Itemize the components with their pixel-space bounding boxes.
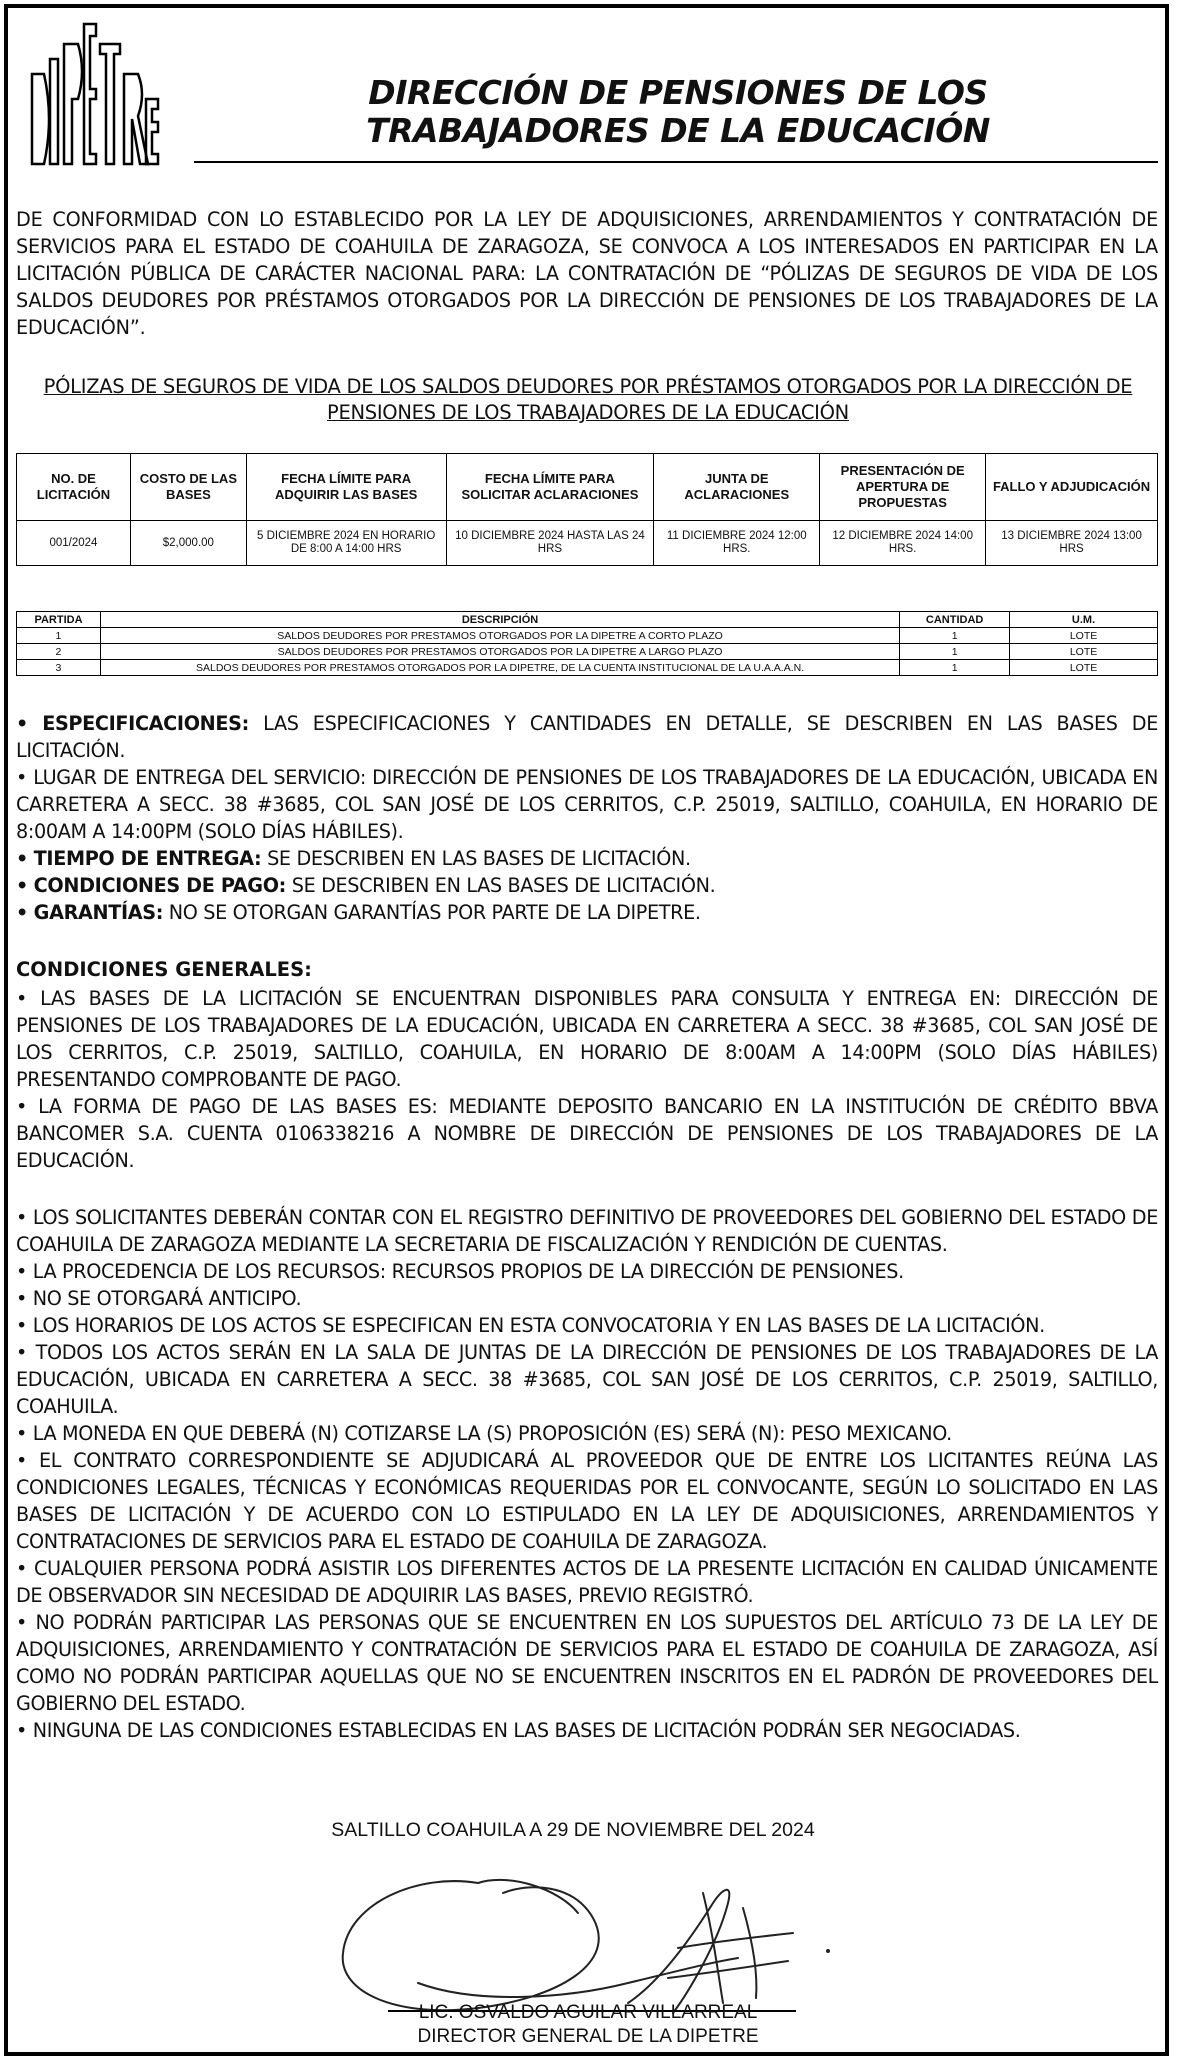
list-item: • TODOS LOS ACTOS SERÁN EN LA SALA DE JUNTAS DE LA DIRECCIÓN DE PENSIONES DE LOS TRABAJADORES DE LA EDUCACIÓN, UBICADA EN CARRETERA A SECC. 38 #3685, COL SAN JOSÉ DE LOS CERRITOS, C.P. 25019, SALTILLO, COAHUILA. <box>16 1341 1158 1418</box>
table-row <box>17 644 1158 660</box>
condition-text: TODOS LOS ACTOS SERÁN EN LA SALA DE JUNTAS DE LA DIRECCIÓN DE PENSIONES DE LOS TRABAJADORES DE LA EDUCACIÓN, UBICADA EN CARRETERA A SECC. 38 #3685, COL SAN JOSÉ DE LOS CERRITOS, C.P. 25019, SALTILLO, COAHUILA. <box>16 1341 1158 1418</box>
spec-label: TIEMPO DE ENTREGA: <box>33 847 262 870</box>
title-divider <box>194 161 1158 163</box>
items-header-row <box>17 612 1158 628</box>
schedule-cell: 001/2024 <box>17 521 131 566</box>
spec-label: GARANTÍAS: <box>33 901 164 924</box>
items-cell: SALDOS DEUDORES POR PRESTAMOS OTORGADOS POR LA DIPETRE, DE LA CUENTA INSTITUCIONAL DE LA U.A.A.A.N. <box>100 660 899 676</box>
intro-paragraph: DE CONFORMIDAD CON LO ESTABLECIDO POR LA LEY DE ADQUISICIONES, ARRENDAMIENTOS Y CONTRATACIÓN DE SERVICIOS PARA EL ESTADO DE COAHUILA DE ZARAGOZA, SE CONVOCA A LOS INTERESADOS EN PARTICIPAR EN LA LICITACIÓN PÚBLICA DE CARÁCTER NACIONAL PARA: LA CONTRATACIÓN DE “PÓLIZAS DE SEGUROS DE VIDA DE LOS SALDOS DEUDORES POR PRÉSTAMOS OTORGADOS POR LA DIRECCIÓN DE PENSIONES DE LOS TRABAJADORES DE LA EDUCACIÓN”. <box>16 208 1158 339</box>
dipetre-logo <box>22 14 162 174</box>
schedule-cell: 11 DICIEMBRE 2024 12:00 HRS. <box>654 521 820 566</box>
schedule-header: FECHA LÍMITE PARA ADQUIRIR LAS BASES <box>246 454 446 521</box>
items-table <box>16 611 1158 676</box>
items-cell: 1 <box>17 628 101 644</box>
list-item: • LUGAR DE ENTREGA DEL SERVICIO: DIRECCIÓN DE PENSIONES DE LOS TRABAJADORES DE LA EDUCACIÓN, UBICADA EN CARRETERA A SECC. 38 #3685, COL SAN JOSÉ DE LOS CERRITOS, C.P. 25019, SALTILLO, COAHUILA, EN HORARIO DE 8:00AM A 14:00PM (SOLO DÍAS HÁBILES). <box>16 766 1158 843</box>
list-item: • ESPECIFICACIONES: LAS ESPECIFICACIONES Y CANTIDADES EN DETALLE, SE DESCRIBEN EN LAS BASES DE LICITACIÓN. <box>16 712 1159 762</box>
conditions-group-1 <box>16 985 1158 1174</box>
list-item: • NO SE OTORGARÁ ANTICIPO. <box>16 1287 302 1310</box>
list-item: • LA FORMA DE PAGO DE LAS BASES ES: MEDIANTE DEPOSITO BANCARIO EN LA INSTITUCIÓN DE CRÉDITO BBVA BANCOMER S.A. CUENTA 0106338216 A NOMBRE DE DIRECCIÓN DE PENSIONES DE LOS TRABAJADORES DE LA EDUCACIÓN. <box>16 1095 1158 1172</box>
items-cell: 3 <box>17 660 101 676</box>
schedule-header: FECHA LÍMITE PARA SOLICITAR ACLARACIONES <box>446 454 654 521</box>
items-cell: LOTE <box>1010 628 1158 644</box>
condition-text: NINGUNA DE LAS CONDICIONES ESTABLECIDAS EN LAS BASES DE LICITACIÓN PODRÁN SER NEGOCIADAS. <box>26 1719 1021 1742</box>
condition-text: LA FORMA DE PAGO DE LAS BASES ES: MEDIANTE DEPOSITO BANCARIO EN LA INSTITUCIÓN DE CRÉDITO BBVA BANCOMER S.A. CUENTA 0106338216 A NOMBRE DE DIRECCIÓN DE PENSIONES DE LOS TRABAJADORES DE LA EDUCACIÓN. <box>16 1095 1158 1172</box>
items-cell: SALDOS DEUDORES POR PRESTAMOS OTORGADOS POR LA DIPETRE A CORTO PLAZO <box>100 628 899 644</box>
table-row <box>17 521 1158 566</box>
schedule-header: PRESENTACIÓN DE APERTURA DE PROPUESTAS <box>820 454 986 521</box>
items-header: DESCRIPCIÓN <box>100 612 899 628</box>
list-item: • LAS BASES DE LA LICITACIÓN SE ENCUENTRAN DISPONIBLES PARA CONSULTA Y ENTREGA EN: DIRECCIÓN DE PENSIONES DE LOS TRABAJADORES DE LA EDUCACIÓN, UBICADA EN CARRETERA A SECC. 38 #3685, COL SAN JOSÉ DE LOS CERRITOS, C.P. 25019, SALTILLO, COAHUILA, EN HORARIO DE 8:00AM A 14:00PM (SOLO DÍAS HÁBILES) PRESENTANDO COMPROBANTE DE PAGO. <box>16 987 1158 1091</box>
schedule-header: FALLO Y ADJUDICACIÓN <box>986 454 1158 521</box>
signer-title: DIRECTOR GENERAL DE LA DIPETRE <box>417 2026 759 2047</box>
condition-text: NO SE OTORGARÁ ANTICIPO. <box>26 1287 302 1310</box>
table-row <box>17 628 1158 644</box>
schedule-cell: 12 DICIEMBRE 2024 14:00 HRS. <box>820 521 986 566</box>
document-page <box>4 4 1169 2056</box>
list-item: • CUALQUIER PERSONA PODRÁ ASISTIR LOS DIFERENTES ACTOS DE LA PRESENTE LICITACIÓN EN CALIDAD ÚNICAMENTE DE OBSERVADOR SIN NECESIDAD DE ADQUIRIR LAS BASES, PREVIO REGISTRÓ. <box>16 1557 1158 1607</box>
items-cell: 1 <box>900 644 1010 660</box>
condition-text: LA PROCEDENCIA DE LOS RECURSOS: RECURSOS PROPIOS DE LA DIRECCIÓN DE PENSIONES. <box>26 1260 904 1283</box>
schedule-cell: 13 DICIEMBRE 2024 13:00 HRS <box>986 521 1158 566</box>
schedule-header: NO. DE LICITACIÓN <box>17 454 131 521</box>
conditions-group-2 <box>16 1204 1158 1744</box>
title-line-2: TRABAJADORES DE LA EDUCACIÓN <box>366 111 990 150</box>
schedule-cell: 10 DICIEMBRE 2024 HASTA LAS 24 HRS <box>446 521 654 566</box>
spec-text: SE DESCRIBEN EN LAS BASES DE LICITACIÓN. <box>261 847 691 870</box>
spec-text: SE DESCRIBEN EN LAS BASES DE LICITACIÓN. <box>285 874 716 897</box>
list-item: • GARANTÍAS: NO SE OTORGAN GARANTÍAS POR PARTE DE LA DIPETRE. <box>16 901 701 924</box>
condition-text: LOS HORARIOS DE LOS ACTOS SE ESPECIFICAN EN ESTA CONVOCATORIA Y EN LAS BASES DE LA LICITACIÓN. <box>26 1314 1045 1337</box>
items-cell: LOTE <box>1010 660 1158 676</box>
items-cell: LOTE <box>1010 644 1158 660</box>
items-header: U.M. <box>1010 612 1158 628</box>
list-item: • NO PODRÁN PARTICIPAR LAS PERSONAS QUE SE ENCUENTREN EN LOS SUPUESTOS DEL ARTÍCULO 73 DE LA LEY DE ADQUISICIONES, ARRENDAMIENTO Y CONTRATACIÓN DE SERVICIOS PARA EL ESTADO DE COAHUILA DE ZARAGOZA, ASÍ COMO NO PODRÁN PARTICIPAR AQUELLAS QUE NO SE ENCUENTREN INSCRITOS EN EL PADRÓN DE PROVEEDORES DEL GOBIERNO DEL ESTADO. <box>16 1611 1158 1715</box>
list-item: • LOS SOLICITANTES DEBERÁN CONTAR CON EL REGISTRO DEFINITIVO DE PROVEEDORES DEL GOBIERNO DEL ESTADO DE COAHUILA DE ZARAGOZA MEDIANTE LA SECRETARIA DE FISCALIZACIÓN Y RENDICIÓN DE CUENTAS. <box>16 1206 1158 1256</box>
signer-name: LIC. OSVALDO AGUILAR VILLARREAL <box>418 2002 758 2023</box>
page-title <box>198 74 1158 150</box>
list-item: • NINGUNA DE LAS CONDICIONES ESTABLECIDAS EN LAS BASES DE LICITACIÓN PODRÁN SER NEGOCIADAS. <box>16 1719 1021 1742</box>
spec-label: CONDICIONES DE PAGO: <box>33 874 286 897</box>
condition-text: CUALQUIER PERSONA PODRÁ ASISTIR LOS DIFERENTES ACTOS DE LA PRESENTE LICITACIÓN EN CALIDAD ÚNICAMENTE DE OBSERVADOR SIN NECESIDAD DE ADQUIRIR LAS BASES, PREVIO REGISTRÓ. <box>16 1557 1158 1607</box>
title-line-1: DIRECCIÓN DE PENSIONES DE LOS <box>368 73 988 112</box>
schedule-header-row <box>17 454 1158 521</box>
spec-text: LAS ESPECIFICACIONES Y CANTIDADES EN DETALLE, SE DESCRIBEN EN LAS BASES DE LICITACIÓN. <box>16 712 1159 762</box>
items-cell: 1 <box>900 628 1010 644</box>
list-item: • EL CONTRATO CORRESPONDIENTE SE ADJUDICARÁ AL PROVEEDOR QUE DE ENTRE LOS LICITANTES REÚNA LAS CONDICIONES LEGALES, TÉCNICAS Y ECONÓMICAS REQUERIDAS POR EL CONVOCANTE, SEGÚN LO SOLICITADO EN LAS BASES DE LICITACIÓN Y DE ACUERDO CON LO ESTIPULADO EN LA LEY DE ADQUISICIONES, ARRENDAMIENTOS Y CONTRATACIONES DE SERVICIOS PARA EL ESTADO DE COAHUILA DE ZARAGOZA. <box>16 1449 1158 1553</box>
spec-text: LUGAR DE ENTREGA DEL SERVICIO: DIRECCIÓN DE PENSIONES DE LOS TRABAJADORES DE LA EDUCACIÓN, UBICADA EN CARRETERA A SECC. 38 #3685, COL SAN JOSÉ DE LOS CERRITOS, C.P. 25019, SALTILLO, COAHUILA, EN HORARIO DE 8:00AM A 14:00PM (SOLO DÍAS HÁBILES). <box>16 766 1158 843</box>
condition-text: LAS BASES DE LA LICITACIÓN SE ENCUENTRAN DISPONIBLES PARA CONSULTA Y ENTREGA EN: DIRECCIÓN DE PENSIONES DE LOS TRABAJADORES DE LA EDUCACIÓN, UBICADA EN CARRETERA A SECC. 38 #3685, COL SAN JOSÉ DE LOS CERRITOS, C.P. 25019, SALTILLO, COAHUILA, EN HORARIO DE 8:00AM A 14:00PM (SOLO DÍAS HÁBILES) PRESENTANDO COMPROBANTE DE PAGO. <box>16 987 1158 1091</box>
list-item: • TIEMPO DE ENTREGA: SE DESCRIBEN EN LAS BASES DE LICITACIÓN. <box>16 847 691 870</box>
list-item: • CONDICIONES DE PAGO: SE DESCRIBEN EN LAS BASES DE LICITACIÓN. <box>16 874 716 897</box>
list-item: • LOS HORARIOS DE LOS ACTOS SE ESPECIFICAN EN ESTA CONVOCATORIA Y EN LAS BASES DE LA LICITACIÓN. <box>16 1314 1045 1337</box>
spec-text: NO SE OTORGAN GARANTÍAS POR PARTE DE LA DIPETRE. <box>163 901 701 924</box>
specifications-section <box>16 710 1158 926</box>
table-row <box>17 660 1158 676</box>
items-cell: 2 <box>17 644 101 660</box>
items-header: CANTIDAD <box>900 612 1010 628</box>
items-cell: SALDOS DEUDORES POR PRESTAMOS OTORGADOS POR LA DIPETRE A LARGO PLAZO <box>100 644 899 660</box>
schedule-header: COSTO DE LAS BASES <box>130 454 246 521</box>
items-header: PARTIDA <box>17 612 101 628</box>
place-and-date: SALTILLO COAHUILA A 29 DE NOVIEMBRE DEL 2024 <box>331 1819 815 1841</box>
schedule-cell: 5 DICIEMBRE 2024 EN HORARIO DE 8:00 A 14:00 HRS <box>246 521 446 566</box>
items-cell: 1 <box>900 660 1010 676</box>
condition-text: LA MONEDA EN QUE DEBERÁ (N) COTIZARSE LA (S) PROPOSICIÓN (ES) SERÁ (N): PESO MEXICANO. <box>26 1422 952 1445</box>
schedule-cell: $2,000.00 <box>130 521 246 566</box>
condition-text: NO PODRÁN PARTICIPAR LAS PERSONAS QUE SE ENCUENTREN EN LOS SUPUESTOS DEL ARTÍCULO 73 DE LA LEY DE ADQUISICIONES, ARRENDAMIENTO Y CONTRATACIÓN DE SERVICIOS PARA EL ESTADO DE COAHUILA DE ZARAGOZA, ASÍ COMO NO PODRÁN PARTICIPAR AQUELLAS QUE NO SE ENCUENTREN INSCRITOS EN EL PADRÓN DE PROVEEDORES DEL GOBIERNO DEL ESTADO. <box>16 1611 1158 1715</box>
list-item: • LA PROCEDENCIA DE LOS RECURSOS: RECURSOS PROPIOS DE LA DIRECCIÓN DE PENSIONES. <box>16 1260 904 1283</box>
condition-text: EL CONTRATO CORRESPONDIENTE SE ADJUDICARÁ AL PROVEEDOR QUE DE ENTRE LOS LICITANTES REÚNA LAS CONDICIONES LEGALES, TÉCNICAS Y ECONÓMICAS REQUERIDAS POR EL CONVOCANTE, SEGÚN LO SOLICITADO EN LAS BASES DE LICITACIÓN Y DE ACUERDO CON LO ESTIPULADO EN LA LEY DE ADQUISICIONES, ARRENDAMIENTOS Y CONTRATACIONES DE SERVICIOS PARA EL ESTADO DE COAHUILA DE ZARAGOZA. <box>16 1449 1158 1553</box>
conditions-heading: CONDICIONES GENERALES: <box>16 958 312 981</box>
condition-text: LOS SOLICITANTES DEBERÁN CONTAR CON EL REGISTRO DEFINITIVO DE PROVEEDORES DEL GOBIERNO DEL ESTADO DE COAHUILA DE ZARAGOZA MEDIANTE LA SECRETARIA DE FISCALIZACIÓN Y RENDICIÓN DE CUENTAS. <box>16 1206 1158 1256</box>
section-subtitle: PÓLIZAS DE SEGUROS DE VIDA DE LOS SALDOS DEUDORES POR PRÉSTAMOS OTORGADOS POR LA DIRECCIÓN DE PENSIONES DE LOS TRABAJADORES DE LA EDUCACIÓN <box>43 375 1133 424</box>
list-item: • LA MONEDA EN QUE DEBERÁ (N) COTIZARSE LA (S) PROPOSICIÓN (ES) SERÁ (N): PESO MEXICANO. <box>16 1422 952 1445</box>
schedule-header: JUNTA DE ACLARACIONES <box>654 454 820 521</box>
schedule-table <box>16 453 1158 566</box>
spec-label: ESPECIFICACIONES: <box>42 712 249 735</box>
